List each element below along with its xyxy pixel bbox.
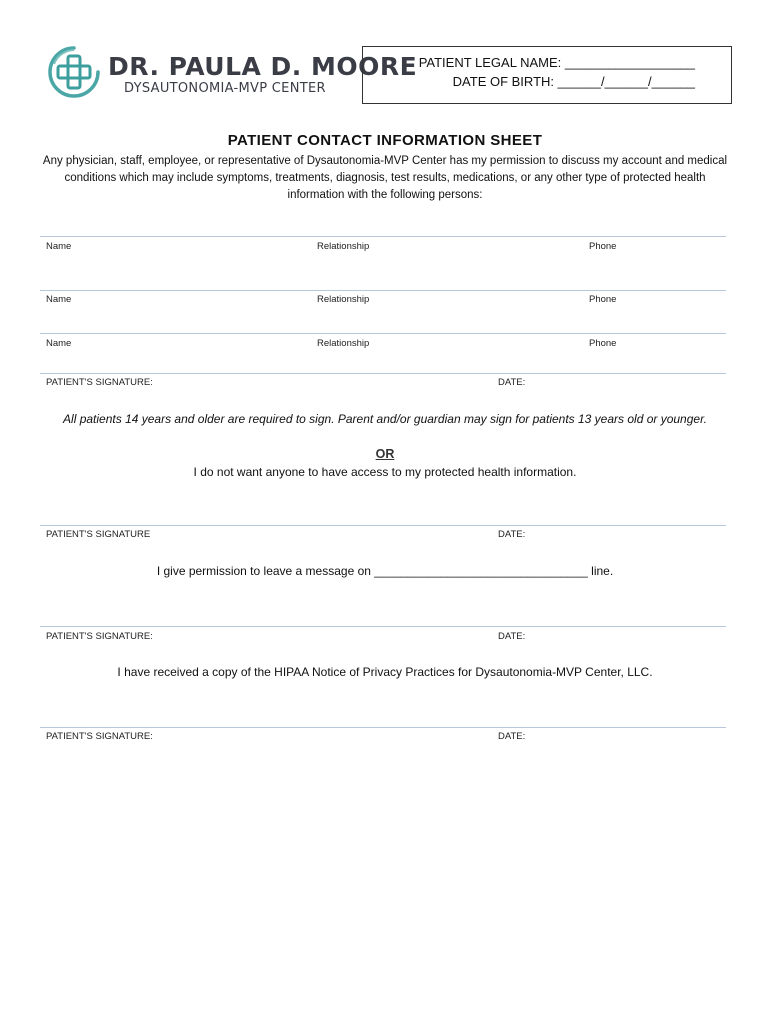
logo-name: DR. PAULA D. MOORE	[108, 52, 418, 81]
contact-3-relationship-field[interactable]: Relationship	[317, 338, 370, 349]
contact-2-relationship-field[interactable]: Relationship	[317, 294, 370, 305]
divider-line	[40, 626, 726, 627]
contact-3-phone-field[interactable]: Phone	[589, 338, 617, 349]
divider-line	[40, 333, 726, 334]
divider-line	[40, 373, 726, 374]
logo-subtitle: DYSAUTONOMIA-MVP CENTER	[124, 81, 326, 96]
patient-legal-name-field[interactable]: PATIENT LEGAL NAME: __________________	[418, 55, 695, 70]
date-of-birth-field[interactable]: DATE OF BIRTH: ______/______/______	[452, 74, 695, 89]
age-requirement-note: All patients 14 years and older are required to sign. Parent and/or guardian may sign for patients 13 years old or younger.	[63, 412, 707, 426]
date-1-field[interactable]: DATE:	[498, 377, 526, 388]
date-2-field[interactable]: DATE:	[498, 529, 526, 540]
patient-signature-4-field[interactable]: PATIENT'S SIGNATURE:	[46, 731, 153, 742]
patient-signature-1-field[interactable]: PATIENT'S SIGNATURE:	[46, 377, 153, 388]
contact-1-phone-field[interactable]: Phone	[589, 241, 617, 252]
no-access-statement: I do not want anyone to have access to my protected health information.	[193, 465, 577, 479]
patient-signature-2-field[interactable]: PATIENT'S SIGNATURE	[46, 529, 151, 540]
intro-paragraph: Any physician, staff, employee, or representative of Dysautonomia-MVP Center has my permission to discuss my account and medical conditions which may include symptoms, treatments, diagnosis, test results, medications, or any other type of protected health information with the following persons:	[42, 155, 728, 201]
patient-info-box	[362, 46, 732, 104]
contact-2-name-field[interactable]: Name	[46, 294, 72, 305]
contact-2-phone-field[interactable]: Phone	[589, 294, 617, 305]
page-title: PATIENT CONTACT INFORMATION SHEET	[227, 132, 543, 149]
contact-1-name-field[interactable]: Name	[46, 241, 72, 252]
patient-signature-3-field[interactable]: PATIENT'S SIGNATURE:	[46, 631, 153, 642]
date-4-field[interactable]: DATE:	[498, 731, 526, 742]
medical-cross-logo-icon	[46, 44, 102, 100]
hipaa-acknowledgement: I have received a copy of the HIPAA Notice of Privacy Practices for Dysautonomia-MVP Center, LLC.	[117, 665, 653, 679]
divider-line	[40, 236, 726, 237]
date-3-field[interactable]: DATE:	[498, 631, 526, 642]
divider-line	[40, 290, 726, 291]
contact-3-name-field[interactable]: Name	[46, 338, 72, 349]
or-separator: OR	[375, 447, 395, 461]
contact-1-relationship-field[interactable]: Relationship	[317, 241, 370, 252]
divider-line	[40, 525, 726, 526]
message-permission-statement[interactable]: I give permission to leave a message on ________________________________ line.	[156, 564, 614, 578]
divider-line	[40, 727, 726, 728]
